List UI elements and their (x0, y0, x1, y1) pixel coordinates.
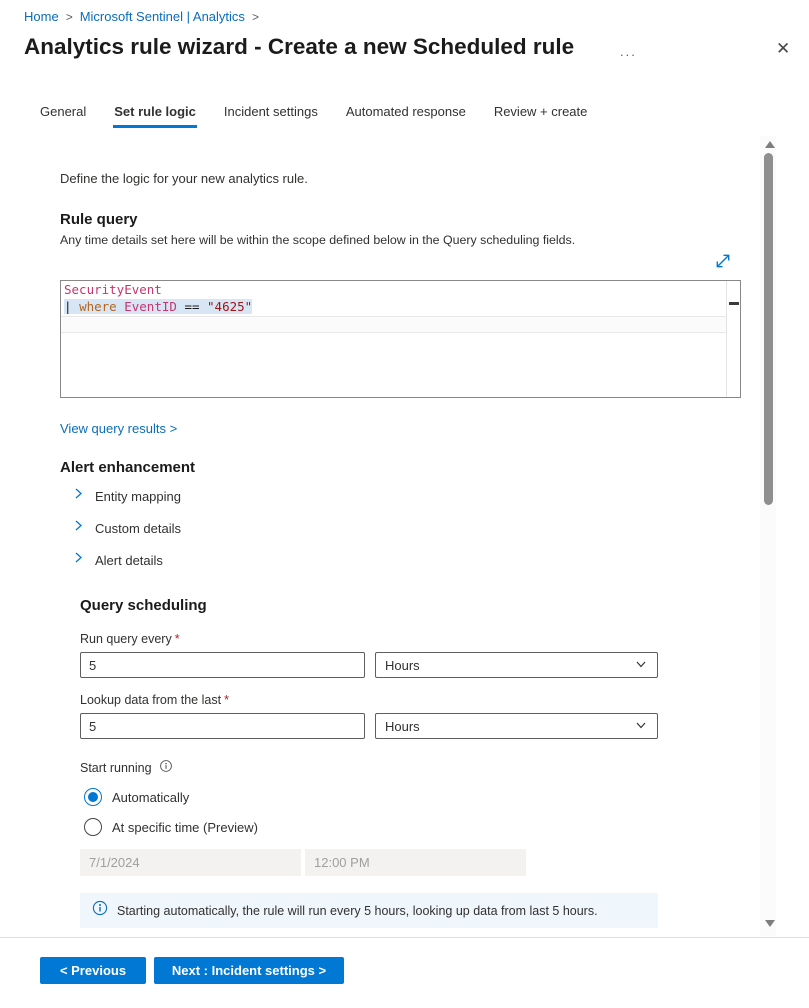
tab-incident-settings[interactable]: Incident settings (223, 104, 318, 119)
run-every-value-input[interactable] (80, 652, 365, 678)
info-icon (92, 900, 108, 921)
start-time-input[interactable] (305, 849, 526, 876)
radio-at-specific-time[interactable] (84, 818, 258, 836)
radio-automatically-label: Automatically (112, 789, 190, 805)
tab-review-create[interactable]: Review + create (493, 104, 588, 119)
breadcrumb-separator: > (65, 10, 73, 24)
scroll-up-icon[interactable] (765, 141, 775, 148)
radio-automatically[interactable] (84, 788, 189, 806)
scrollbar-thumb[interactable] (764, 153, 773, 505)
alert-details-label: Alert details (95, 552, 163, 568)
editor-overview-mark (729, 302, 739, 305)
info-banner (80, 893, 658, 928)
lookup-data-label: Lookup data from the last * (80, 693, 229, 707)
info-banner-text: Starting automatically, the rule will run every 5 hours, looking up data from last 5 hours. (117, 903, 598, 918)
start-date-input[interactable] (80, 849, 301, 876)
chevron-right-icon (71, 486, 86, 506)
query-scheduling-heading: Query scheduling (80, 597, 207, 614)
entity-mapping-label: Entity mapping (95, 488, 181, 504)
intro-text: Define the logic for your new analytics rule. (60, 171, 308, 186)
next-incident-settings-button[interactable]: Next : Incident settings > (154, 957, 344, 984)
required-marker: * (224, 693, 229, 707)
start-running-label: Start running (80, 759, 173, 776)
breadcrumb (24, 9, 266, 24)
radio-unselected-icon (84, 818, 102, 836)
lookup-unit-select[interactable] (375, 713, 658, 739)
alert-details-expander[interactable] (71, 550, 163, 570)
breadcrumb-home-link[interactable]: Home (24, 9, 59, 24)
tab-general[interactable]: General (40, 104, 87, 119)
editor-current-line (61, 316, 726, 333)
custom-details-expander[interactable] (71, 518, 181, 538)
scroll-down-icon[interactable] (765, 920, 775, 927)
footer-divider (0, 937, 809, 938)
more-options-icon[interactable]: ... (620, 44, 637, 59)
chevron-down-icon (634, 718, 648, 735)
expand-editor-icon[interactable] (714, 252, 732, 275)
alert-enhancement-heading: Alert enhancement (60, 459, 196, 476)
info-icon[interactable] (159, 759, 173, 776)
custom-details-label: Custom details (95, 520, 181, 536)
rule-query-heading: Rule query (60, 211, 138, 228)
view-query-results-link[interactable]: View query results > (60, 421, 178, 436)
code-line-1: SecurityEvent (64, 282, 162, 297)
tab-bar (40, 104, 587, 128)
chevron-right-icon (71, 550, 86, 570)
chevron-right-icon (71, 518, 86, 538)
tab-set-rule-logic[interactable]: Set rule logic (114, 104, 196, 128)
previous-button[interactable]: < Previous (40, 957, 146, 984)
lookup-value-input[interactable] (80, 713, 365, 739)
radio-at-specific-time-label: At specific time (Preview) (112, 819, 258, 835)
lookup-unit-value: Hours (385, 718, 420, 734)
entity-mapping-expander[interactable] (71, 486, 181, 506)
breadcrumb-separator: > (251, 10, 259, 24)
run-every-unit-value: Hours (385, 657, 420, 673)
rule-query-editor[interactable] (60, 280, 741, 398)
code-line-2: | where EventID == "4625" (64, 299, 253, 314)
tab-automated-response[interactable]: Automated response (345, 104, 466, 119)
rule-query-subtitle: Any time details set here will be within the scope defined below in the Query scheduling fields. (60, 233, 576, 247)
radio-selected-icon (84, 788, 102, 806)
page-title: Analytics rule wizard - Create a new Scheduled rule (24, 34, 575, 59)
run-query-every-label: Run query every * (80, 632, 180, 646)
required-marker: * (174, 632, 180, 646)
breadcrumb-sentinel-analytics-link[interactable]: Microsoft Sentinel | Analytics (79, 9, 245, 24)
run-every-unit-select[interactable] (375, 652, 658, 678)
close-icon[interactable]: ✕ (776, 39, 791, 58)
editor-overview-ruler (726, 281, 727, 397)
chevron-down-icon (634, 657, 648, 674)
